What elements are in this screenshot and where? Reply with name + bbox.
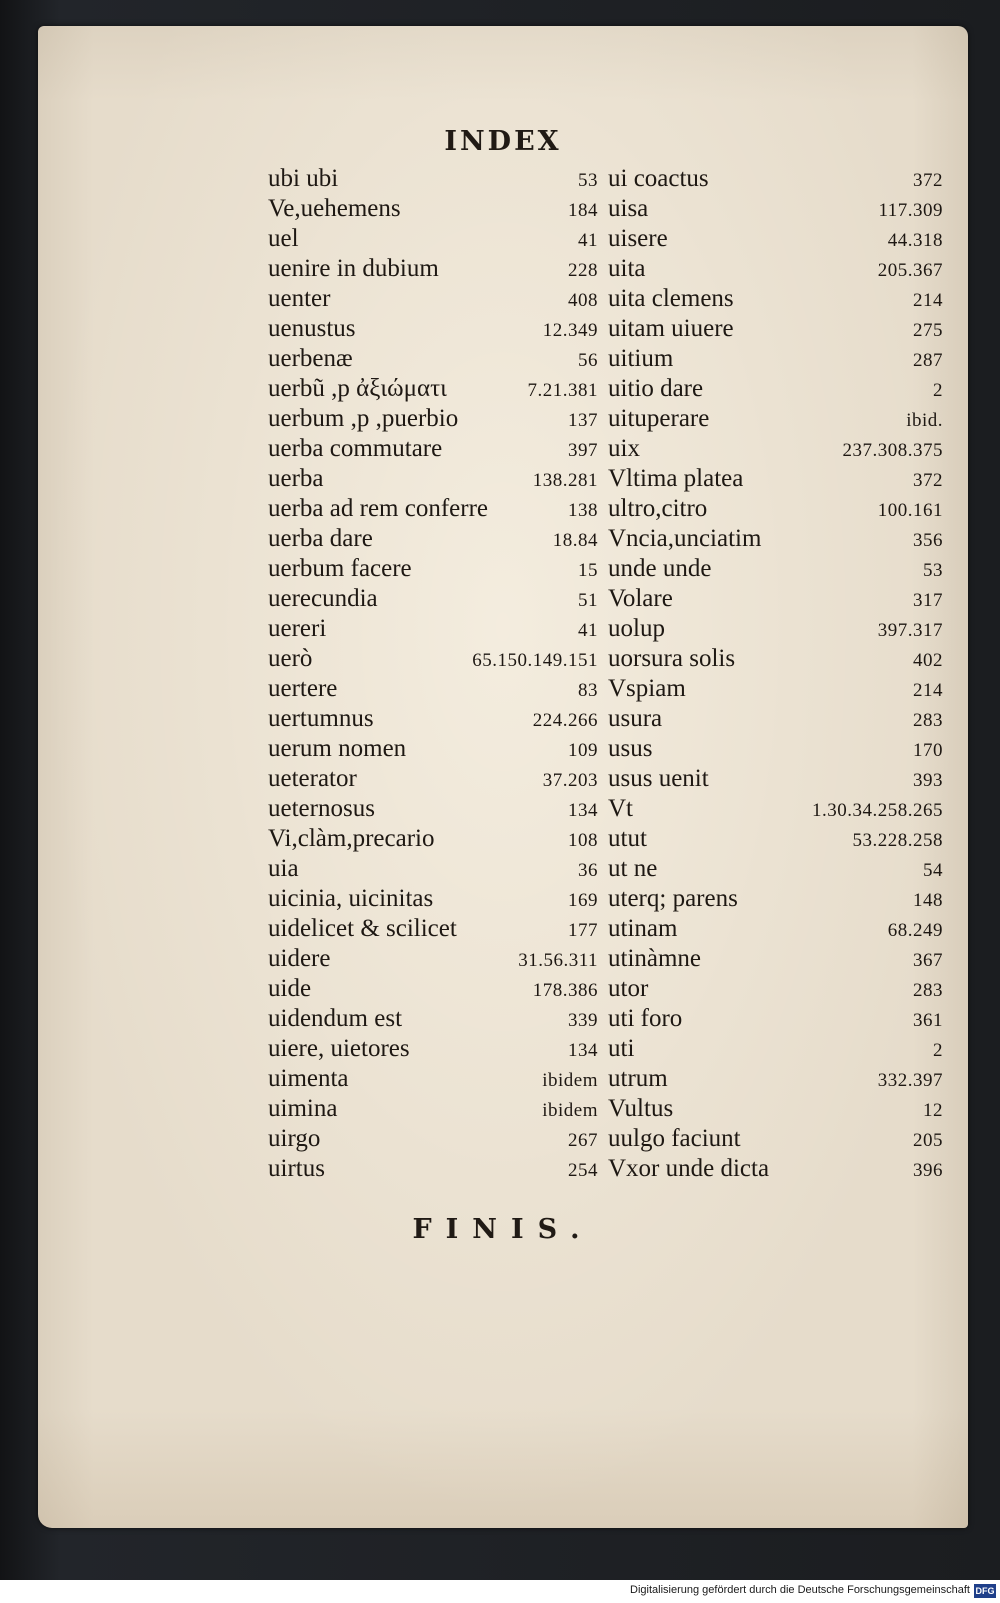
index-entry bbox=[268, 314, 598, 344]
page-reference: 254 bbox=[568, 1160, 598, 1181]
index-entry bbox=[608, 554, 943, 584]
index-entry bbox=[608, 914, 943, 944]
index-entry bbox=[608, 1064, 943, 1094]
index-entry bbox=[608, 194, 943, 224]
page-reference: 2 bbox=[933, 1040, 943, 1061]
page-reference: 402 bbox=[913, 650, 943, 671]
index-term: uisere bbox=[608, 225, 668, 252]
index-entry bbox=[268, 674, 598, 704]
index-entry bbox=[608, 284, 943, 314]
index-entry bbox=[608, 464, 943, 494]
index-entry bbox=[268, 854, 598, 884]
page-reference: 361 bbox=[913, 1010, 943, 1031]
page-reference: 137 bbox=[568, 410, 598, 431]
index-term: utinàmne bbox=[608, 945, 702, 972]
page-reference: 7.21.381 bbox=[527, 380, 598, 401]
page-reference: 372 bbox=[913, 470, 943, 491]
index-entry bbox=[608, 254, 943, 284]
page-reference: 367 bbox=[913, 950, 943, 971]
index-term: ultro,citro bbox=[608, 495, 708, 522]
page-reference: 53 bbox=[923, 560, 943, 581]
index-entry bbox=[268, 164, 598, 194]
index-entry bbox=[608, 644, 943, 674]
index-term: uituperare bbox=[608, 405, 710, 432]
page-reference: 356 bbox=[913, 530, 943, 551]
index-term: unde unde bbox=[608, 555, 712, 582]
index-entry bbox=[268, 974, 598, 1004]
page-reference: 109 bbox=[568, 740, 598, 761]
index-entry bbox=[268, 254, 598, 284]
index-entry bbox=[608, 1004, 943, 1034]
index-entry bbox=[608, 824, 943, 854]
index-table bbox=[268, 164, 948, 1184]
page-reference: 393 bbox=[913, 770, 943, 791]
index-term: uenter bbox=[268, 285, 331, 312]
index-term: uti bbox=[608, 1035, 635, 1062]
index-entry bbox=[268, 1124, 598, 1154]
index-term: Vxor unde dicta bbox=[608, 1155, 770, 1182]
index-entry bbox=[268, 404, 598, 434]
index-column-right bbox=[608, 164, 943, 1184]
page-reference: 283 bbox=[913, 710, 943, 731]
index-term: uolup bbox=[608, 615, 665, 642]
index-entry bbox=[608, 674, 943, 704]
index-entry bbox=[268, 914, 598, 944]
index-entry bbox=[268, 524, 598, 554]
index-term: uerba bbox=[268, 465, 324, 492]
index-entry bbox=[268, 374, 598, 404]
index-term: Vltima platea bbox=[608, 465, 744, 492]
index-entry bbox=[268, 824, 598, 854]
page-reference: 54 bbox=[923, 860, 943, 881]
page-reference: 169 bbox=[568, 890, 598, 911]
index-term: Vt bbox=[608, 795, 633, 822]
index-term: utinam bbox=[608, 915, 678, 942]
index-term: uerbum ,p ,puerbio bbox=[268, 405, 459, 432]
page-title: INDEX bbox=[444, 126, 562, 157]
index-term: uitam uiuere bbox=[608, 315, 734, 342]
index-term: uerò bbox=[268, 645, 313, 672]
index-term: uitium bbox=[608, 345, 674, 372]
index-term: usus uenit bbox=[608, 765, 709, 792]
page-reference: 396 bbox=[913, 1160, 943, 1181]
index-entry bbox=[268, 434, 598, 464]
index-term: Vi,clàm,precario bbox=[268, 825, 435, 852]
page-reference: 83 bbox=[578, 680, 598, 701]
page-reference: 2 bbox=[933, 380, 943, 401]
index-entry bbox=[608, 1124, 943, 1154]
index-term: Ve,uehemens bbox=[268, 195, 401, 222]
index-term: uide bbox=[268, 975, 312, 1002]
index-term: uerbũ ,p ἀξιώματι bbox=[268, 375, 447, 402]
index-entry bbox=[268, 194, 598, 224]
index-entry bbox=[608, 1094, 943, 1124]
index-term: uerbenæ bbox=[268, 345, 353, 372]
page-reference: 228 bbox=[568, 260, 598, 281]
page-reference: 317 bbox=[913, 590, 943, 611]
page-reference: 41 bbox=[578, 620, 598, 641]
index-term: uereri bbox=[268, 615, 327, 642]
index-entry bbox=[268, 944, 598, 974]
index-term: uertere bbox=[268, 675, 338, 702]
index-term: uidendum est bbox=[268, 1005, 403, 1032]
index-entry bbox=[268, 1154, 598, 1184]
index-term: utrum bbox=[608, 1065, 668, 1092]
page-reference: 184 bbox=[568, 200, 598, 221]
index-term: uimina bbox=[268, 1095, 338, 1122]
index-entry bbox=[608, 374, 943, 404]
page-reference: 237.308.375 bbox=[842, 440, 943, 461]
index-term: Volare bbox=[608, 585, 673, 612]
page-reference: 18.84 bbox=[552, 530, 598, 551]
index-entry bbox=[268, 704, 598, 734]
page-reference: 37.203 bbox=[542, 770, 598, 791]
page-reference: 134 bbox=[568, 800, 598, 821]
index-entry bbox=[268, 494, 598, 524]
index-term: uirtus bbox=[268, 1155, 325, 1182]
index-entry bbox=[608, 1154, 943, 1184]
page-reference: 56 bbox=[578, 350, 598, 371]
page-reference: 205 bbox=[913, 1130, 943, 1151]
index-term: Vspiam bbox=[608, 675, 686, 702]
index-term: uia bbox=[268, 855, 299, 882]
index-term: uerba commutare bbox=[268, 435, 443, 462]
index-entry bbox=[608, 164, 943, 194]
page-reference: 214 bbox=[913, 680, 943, 701]
page-reference: ibidem bbox=[542, 1070, 598, 1091]
index-entry bbox=[268, 284, 598, 314]
page-reference: 267 bbox=[568, 1130, 598, 1151]
index-column-left bbox=[268, 164, 598, 1184]
page-reference: 283 bbox=[913, 980, 943, 1001]
page-reference: 41 bbox=[578, 230, 598, 251]
page-reference: ibid. bbox=[906, 410, 943, 431]
index-term: uicinia, uicinitas bbox=[268, 885, 434, 912]
page-reference: 65.150.149.151 bbox=[472, 650, 598, 671]
index-term: uenustus bbox=[268, 315, 356, 342]
index-term: uiere, uietores bbox=[268, 1035, 410, 1062]
digitization-footer bbox=[0, 1580, 1000, 1603]
index-entry bbox=[608, 524, 943, 554]
index-entry bbox=[608, 584, 943, 614]
index-entry bbox=[268, 464, 598, 494]
page-reference: 339 bbox=[568, 1010, 598, 1031]
page-reference: 117.309 bbox=[878, 200, 943, 221]
page-reference: 148 bbox=[913, 890, 943, 911]
index-term: ui coactus bbox=[608, 165, 709, 192]
page-reference: 287 bbox=[913, 350, 943, 371]
index-entry bbox=[268, 224, 598, 254]
index-term: uirgo bbox=[268, 1125, 321, 1152]
index-term: uix bbox=[608, 435, 640, 462]
index-entry bbox=[608, 854, 943, 884]
index-entry bbox=[608, 434, 943, 464]
index-entry bbox=[268, 344, 598, 374]
page-reference: 224.266 bbox=[532, 710, 598, 731]
index-entry bbox=[608, 734, 943, 764]
index-term: Vncia,unciatim bbox=[608, 525, 762, 552]
index-term: uita bbox=[608, 255, 646, 282]
index-entry bbox=[608, 494, 943, 524]
index-term: uorsura solis bbox=[608, 645, 736, 672]
index-entry bbox=[608, 944, 943, 974]
index-term: uita clemens bbox=[608, 285, 734, 312]
index-entry bbox=[608, 614, 943, 644]
index-entry bbox=[608, 884, 943, 914]
index-term: uerum nomen bbox=[268, 735, 407, 762]
index-entry bbox=[268, 554, 598, 584]
page-reference: 205.367 bbox=[877, 260, 943, 281]
page-reference: 397.317 bbox=[877, 620, 943, 641]
index-term: usus bbox=[608, 735, 653, 762]
index-entry bbox=[608, 314, 943, 344]
page-reference: 397 bbox=[568, 440, 598, 461]
index-entry bbox=[268, 794, 598, 824]
page-reference: 68.249 bbox=[887, 920, 943, 941]
page-reference: 12 bbox=[923, 1100, 943, 1121]
index-entry bbox=[608, 974, 943, 1004]
index-entry bbox=[608, 224, 943, 254]
index-term: ueternosus bbox=[268, 795, 375, 822]
index-entry bbox=[608, 404, 943, 434]
index-term: uertumnus bbox=[268, 705, 374, 732]
index-entry bbox=[268, 884, 598, 914]
index-entry bbox=[268, 734, 598, 764]
index-term: ueterator bbox=[268, 765, 357, 792]
page-reference: 53.228.258 bbox=[852, 830, 943, 851]
dfg-logo: DFG bbox=[975, 1586, 995, 1596]
page-reference: 408 bbox=[568, 290, 598, 311]
index-term: uulgo faciunt bbox=[608, 1125, 741, 1152]
page-reference: 138.281 bbox=[532, 470, 598, 491]
index-entry bbox=[268, 584, 598, 614]
index-entry bbox=[268, 1064, 598, 1094]
page-reference: 275 bbox=[913, 320, 943, 341]
index-entry bbox=[268, 1034, 598, 1064]
page-reference: 100.161 bbox=[877, 500, 943, 521]
index-term: ubi ubi bbox=[268, 165, 339, 192]
page-reference: 44.318 bbox=[887, 230, 943, 251]
page-reference: 36 bbox=[578, 860, 598, 881]
index-term: uterq; parens bbox=[608, 885, 738, 912]
index-entry bbox=[608, 1034, 943, 1064]
index-term: Vultus bbox=[608, 1095, 674, 1122]
page-reference: 214 bbox=[913, 290, 943, 311]
page-reference: 170 bbox=[913, 740, 943, 761]
finis-label: FINIS. bbox=[412, 1214, 594, 1245]
index-term: uitio dare bbox=[608, 375, 704, 402]
index-term: uerba dare bbox=[268, 525, 373, 552]
page-reference: 332.397 bbox=[877, 1070, 943, 1091]
index-entry bbox=[268, 1094, 598, 1124]
index-entry bbox=[608, 344, 943, 374]
index-entry bbox=[268, 764, 598, 794]
page-reference: ibidem bbox=[542, 1100, 598, 1121]
index-term: utor bbox=[608, 975, 649, 1002]
page-reference: 108 bbox=[568, 830, 598, 851]
index-term: uimenta bbox=[268, 1065, 349, 1092]
index-entry bbox=[268, 644, 598, 674]
index-term: uel bbox=[268, 225, 299, 252]
index-term: uti foro bbox=[608, 1005, 683, 1032]
page-reference: 15 bbox=[578, 560, 598, 581]
index-term: uerbum facere bbox=[268, 555, 412, 582]
index-term: uerecundia bbox=[268, 585, 378, 612]
page-reference: 138 bbox=[568, 500, 598, 521]
index-term: usura bbox=[608, 705, 663, 732]
index-term: uenire in dubium bbox=[268, 255, 439, 282]
index-entry bbox=[268, 614, 598, 644]
page-reference: 178.386 bbox=[532, 980, 598, 1001]
index-entry bbox=[268, 1004, 598, 1034]
book-page bbox=[38, 26, 968, 1528]
page-reference: 12.349 bbox=[542, 320, 598, 341]
index-term: uidere bbox=[268, 945, 331, 972]
index-term: utut bbox=[608, 825, 647, 852]
index-term: uerba ad rem conferre bbox=[268, 495, 488, 522]
page-reference: 1.30.34.258.265 bbox=[812, 800, 943, 821]
index-term: ut ne bbox=[608, 855, 658, 882]
page-reference: 53 bbox=[578, 170, 598, 191]
index-term: uisa bbox=[608, 195, 649, 222]
page-reference: 31.56.311 bbox=[518, 950, 598, 971]
index-term: uidelicet & scilicet bbox=[268, 915, 457, 942]
page-reference: 372 bbox=[913, 170, 943, 191]
index-entry bbox=[608, 704, 943, 734]
footer-credit: Digitalisierung gefördert durch die Deutsche Forschungsgemeinschaft bbox=[630, 1584, 970, 1596]
index-entry bbox=[608, 764, 943, 794]
index-entry bbox=[608, 794, 943, 824]
page-reference: 134 bbox=[568, 1040, 598, 1061]
page-reference: 177 bbox=[568, 920, 598, 941]
page-reference: 51 bbox=[578, 590, 598, 611]
